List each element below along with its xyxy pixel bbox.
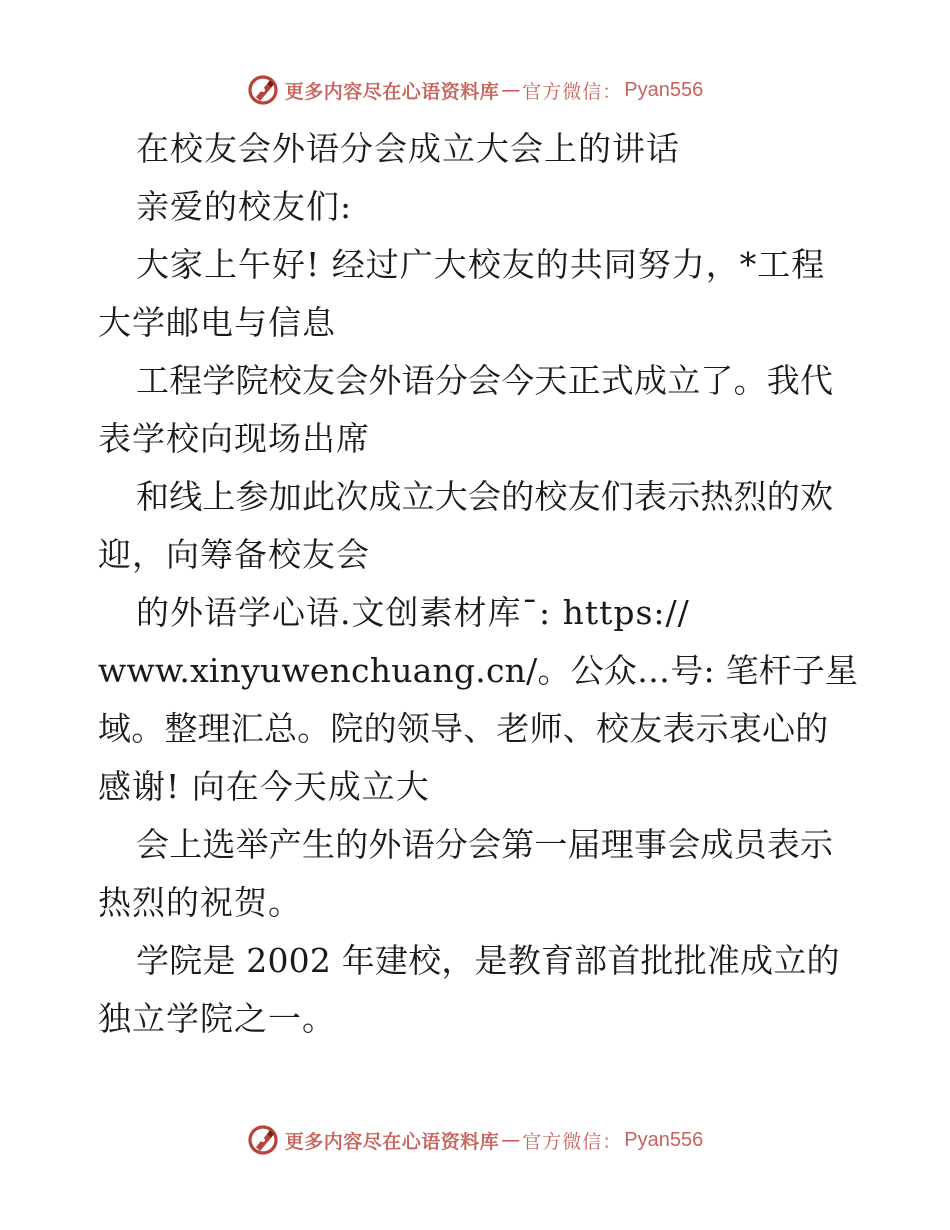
footer-banner [0, 1118, 950, 1162]
banner-wechat-label: 官方微信： [522, 80, 623, 103]
paragraph-line: 和线上参加此次成立大会的校友们表示热烈的欢 [136, 477, 834, 516]
paragraph-line-with-url: www.xinyuwenchuang.cn/。公众…号: 笔杆子星 [98, 651, 859, 690]
paragraph-line: 大家上午好! 经过广大校友的共同努力，*工程 [136, 245, 826, 284]
paragraph-line: 域。整理汇总。院的领导、老师、校友表示衷心的 [98, 709, 829, 748]
paragraph-line: 大学邮电与信息 [98, 303, 336, 342]
paragraph-line: 感谢! 向在今天成立大 [98, 767, 430, 806]
banner-wechat-id: Pyan556 [624, 1128, 704, 1151]
paragraph-line-with-url: 的外语学心语.文创素材库¯: https:// [136, 593, 690, 632]
banner-brand-text: 更多内容尽在心语资料库 [284, 1130, 500, 1153]
banner-separator: — [501, 79, 521, 101]
document-body [98, 120, 868, 1048]
speech-title: 在校友会外语分会成立大会上的讲话 [136, 129, 680, 168]
pen-logo-icon [247, 1124, 279, 1156]
banner-separator: — [501, 1129, 521, 1151]
paragraph-line: 工程学院校友会外语分会今天正式成立了。我代 [136, 361, 834, 400]
pen-logo-icon [247, 74, 279, 106]
paragraph-line: 迎，向筹备校友会 [98, 535, 370, 574]
banner-wechat-label: 官方微信： [522, 1130, 623, 1153]
paragraph-line: 会上选举产生的外语分会第一届理事会成员表示 [136, 825, 834, 864]
paragraph-line: 独立学院之一。 [98, 999, 336, 1038]
header-banner [0, 68, 950, 112]
paragraph-line: 表学校向现场出席 [98, 419, 370, 458]
salutation: 亲爱的校友们: [136, 187, 353, 226]
banner-brand-text: 更多内容尽在心语资料库 [284, 80, 500, 103]
paragraph-line: 热烈的祝贺。 [98, 883, 302, 922]
banner-wechat-id: Pyan556 [624, 78, 704, 101]
paragraph-line: 学院是 2002 年建校，是教育部首批批准成立的 [136, 941, 840, 980]
